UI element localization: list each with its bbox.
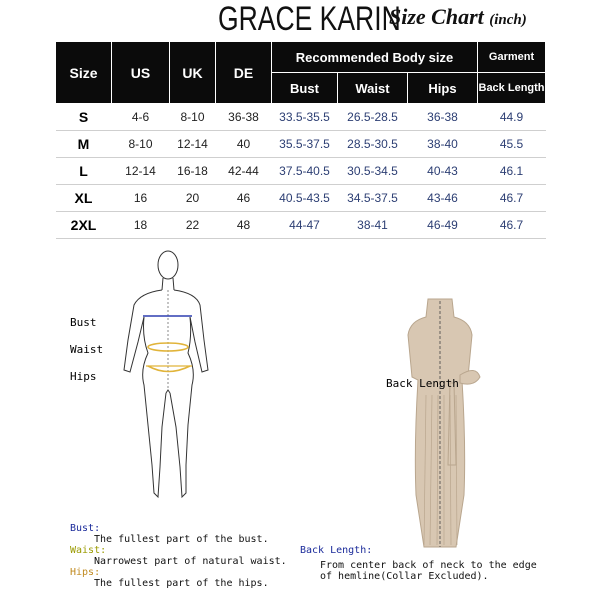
note-hips-term: Hips: xyxy=(70,567,101,578)
size-table xyxy=(55,41,546,239)
cell-size: S xyxy=(56,104,112,131)
header-bust: Bust xyxy=(272,73,338,104)
cell-hips: 36-38 xyxy=(408,104,478,131)
header-size: Size xyxy=(56,42,112,104)
table-row xyxy=(56,158,546,185)
notes-right xyxy=(300,545,537,582)
cell-de: 36-38 xyxy=(216,104,272,131)
note-back-length-desc-1: From center back of neck to the edge xyxy=(320,560,537,571)
note-bust-desc: The fullest part of the bust. xyxy=(94,534,269,545)
back-length-label: Back Length xyxy=(386,377,459,390)
cell-us: 12-14 xyxy=(112,158,170,185)
cell-hips: 46-49 xyxy=(408,212,478,239)
cell-hips: 43-46 xyxy=(408,185,478,212)
cell-waist: 38-41 xyxy=(338,212,408,239)
cell-hips: 40-43 xyxy=(408,158,478,185)
dress-illustration xyxy=(390,295,490,555)
note-hips-desc: The fullest part of the hips. xyxy=(94,578,269,589)
cell-bust: 37.5-40.5 xyxy=(272,158,338,185)
header-uk: UK xyxy=(170,42,216,104)
table-body xyxy=(56,104,546,239)
cell-size: L xyxy=(56,158,112,185)
cell-waist: 34.5-37.5 xyxy=(338,185,408,212)
note-waist-term: Waist: xyxy=(70,545,107,556)
page-title xyxy=(389,4,527,30)
figure-area xyxy=(0,245,600,520)
cell-hips: 38-40 xyxy=(408,131,478,158)
cell-bust: 33.5-35.5 xyxy=(272,104,338,131)
cell-de: 48 xyxy=(216,212,272,239)
bust-label: Bust xyxy=(70,316,97,329)
title-unit: (inch) xyxy=(489,12,527,28)
cell-back: 46.7 xyxy=(478,212,546,239)
header-garment: Garment xyxy=(478,42,546,73)
notes-left xyxy=(70,523,287,589)
cell-bust: 35.5-37.5 xyxy=(272,131,338,158)
brand-logo: GRACE KARIN xyxy=(218,0,401,38)
cell-size: M xyxy=(56,131,112,158)
cell-back: 45.5 xyxy=(478,131,546,158)
header-waist: Waist xyxy=(338,73,408,104)
header xyxy=(0,0,600,40)
table-row xyxy=(56,185,546,212)
note-waist-desc: Narrowest part of natural waist. xyxy=(94,556,287,567)
cell-de: 40 xyxy=(216,131,272,158)
cell-bust: 40.5-43.5 xyxy=(272,185,338,212)
title-text: Size Chart xyxy=(389,4,484,29)
note-bust-term: Bust: xyxy=(70,523,101,534)
cell-uk: 20 xyxy=(170,185,216,212)
cell-waist: 30.5-34.5 xyxy=(338,158,408,185)
cell-us: 16 xyxy=(112,185,170,212)
header-de: DE xyxy=(216,42,272,104)
cell-uk: 12-14 xyxy=(170,131,216,158)
cell-de: 46 xyxy=(216,185,272,212)
cell-waist: 26.5-28.5 xyxy=(338,104,408,131)
cell-uk: 16-18 xyxy=(170,158,216,185)
body-figure-illustration xyxy=(110,245,270,515)
header-us: US xyxy=(112,42,170,104)
cell-size: 2XL xyxy=(56,212,112,239)
note-back-length-desc-2: of hemline(Collar Excluded). xyxy=(320,571,489,582)
table-row xyxy=(56,131,546,158)
cell-uk: 22 xyxy=(170,212,216,239)
cell-bust: 44-47 xyxy=(272,212,338,239)
cell-waist: 28.5-30.5 xyxy=(338,131,408,158)
hips-label: Hips xyxy=(70,370,97,383)
waist-label: Waist xyxy=(70,343,104,356)
table-row xyxy=(56,104,546,131)
cell-us: 8-10 xyxy=(112,131,170,158)
cell-de: 42-44 xyxy=(216,158,272,185)
table-row xyxy=(56,212,546,239)
cell-back: 44.9 xyxy=(478,104,546,131)
header-hips: Hips xyxy=(408,73,478,104)
cell-us: 18 xyxy=(112,212,170,239)
note-back-length-term: Back Length: xyxy=(300,545,373,556)
cell-us: 4-6 xyxy=(112,104,170,131)
header-back-length: Back Length xyxy=(478,73,546,104)
cell-back: 46.1 xyxy=(478,158,546,185)
cell-uk: 8-10 xyxy=(170,104,216,131)
cell-size: XL xyxy=(56,185,112,212)
header-recommended-body-size: Recommended Body size xyxy=(272,42,478,73)
cell-back: 46.7 xyxy=(478,185,546,212)
